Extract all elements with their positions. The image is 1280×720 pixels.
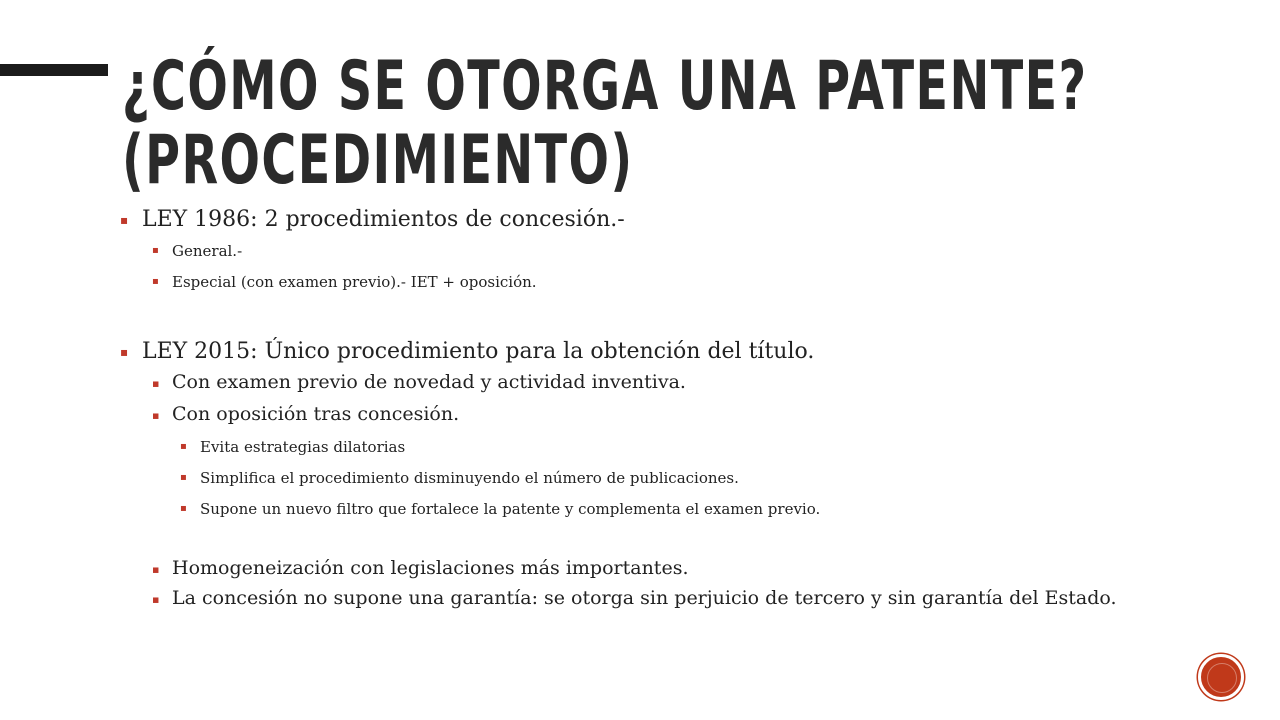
list-item xyxy=(118,271,1178,293)
bullet-icon: ▪ xyxy=(152,245,159,256)
bullet-text: Simplifica el procedimiento disminuyendo el número de publicaciones. xyxy=(200,469,739,487)
bullet-text: LEY 2015: Único procedimiento para la obtención del título. xyxy=(142,339,815,364)
bullet-icon: ▪ xyxy=(152,593,160,606)
title-accent-bar xyxy=(0,64,108,76)
bullet-icon: ▪ xyxy=(180,503,187,514)
bullet-icon: ▪ xyxy=(120,345,129,359)
bullet-text: Supone un nuevo filtro que fortalece la patente y complementa el examen previo. xyxy=(200,500,821,518)
bullet-icon: ▪ xyxy=(152,563,160,576)
list-item xyxy=(118,467,1178,489)
bullet-text: Homogeneización con legislaciones más importantes. xyxy=(172,557,689,579)
list-item xyxy=(118,370,1178,395)
bullet-list xyxy=(118,206,1178,611)
title-line-2: (PROCEDIMIENTO) xyxy=(122,121,634,200)
bullet-text: Evita estrategias dilatorias xyxy=(200,438,406,456)
red-circle-logo-icon xyxy=(1198,654,1244,700)
list-item xyxy=(118,586,1178,611)
list-item xyxy=(118,436,1178,458)
bullet-icon: ▪ xyxy=(152,276,159,287)
bullet-text: Especial (con examen previo).- IET + oposición. xyxy=(172,273,537,291)
list-item xyxy=(118,206,1178,234)
bullet-text: La concesión no supone una garantía: se otorga sin perjuicio de tercero y sin garantía del Estado. xyxy=(172,587,1117,609)
bullet-icon: ▪ xyxy=(180,472,187,483)
list-item xyxy=(118,556,1178,581)
bullet-icon: ▪ xyxy=(152,377,160,390)
list-item xyxy=(118,240,1178,262)
list-item xyxy=(118,402,1178,427)
slide-title xyxy=(122,47,1088,200)
bullet-icon: ▪ xyxy=(180,441,187,452)
bullet-text: Con examen previo de novedad y actividad inventiva. xyxy=(172,371,686,393)
bullet-text: Con oposición tras concesión. xyxy=(172,403,460,425)
bullet-icon: ▪ xyxy=(120,213,129,227)
bullet-text: General.- xyxy=(172,242,243,260)
bullet-icon: ▪ xyxy=(152,409,160,422)
list-item xyxy=(118,338,1178,366)
title-line-1: ¿CÓMO SE OTORGA UNA PATENTE? xyxy=(122,47,1088,126)
list-item xyxy=(118,498,1178,520)
bullet-text: LEY 1986: 2 procedimientos de concesión.- xyxy=(142,207,625,232)
